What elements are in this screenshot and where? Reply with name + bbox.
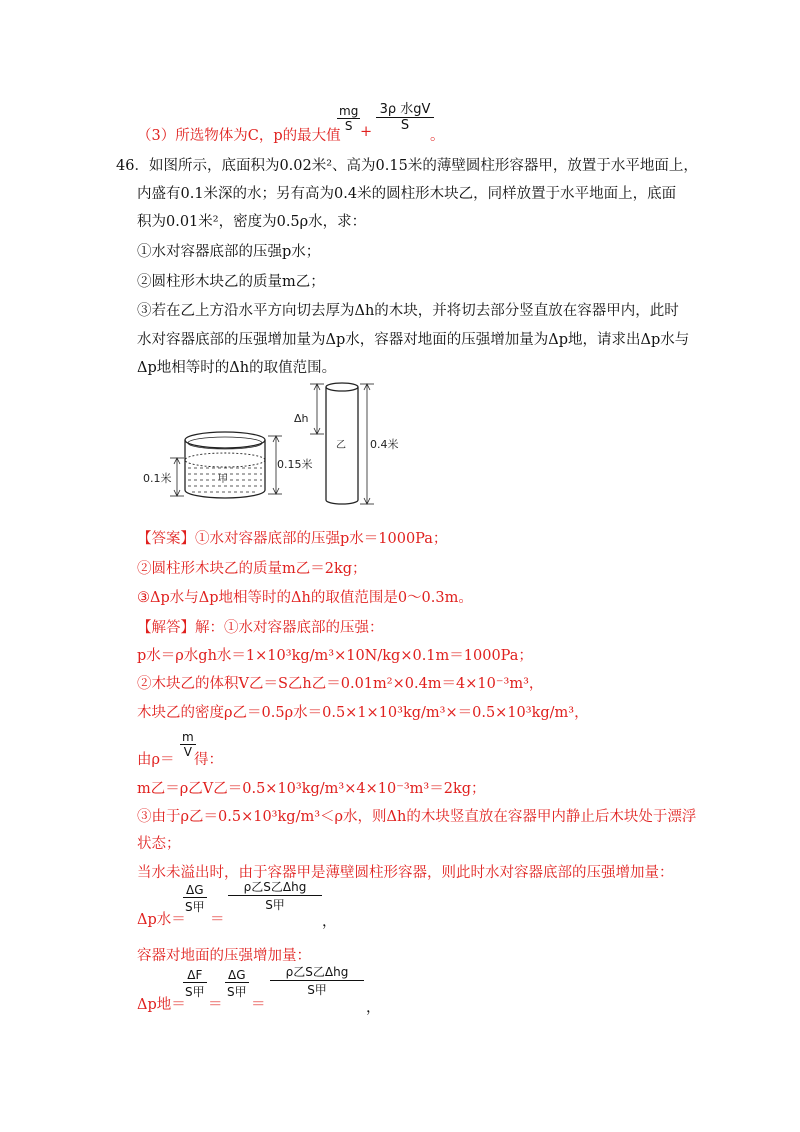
eq1-equals: ＝ xyxy=(210,912,225,928)
question-item-1: ①水对容器底部的压强p水； xyxy=(137,244,321,260)
fraction-numerator: mg xyxy=(339,104,359,118)
fraction-numerator: m xyxy=(182,730,194,744)
physics-figure xyxy=(140,380,420,510)
fraction-denominator: V xyxy=(180,744,196,759)
solution-7a: ③由于ρ乙＝0.5×10³kg/m³＜ρ水，则Δh的木块竖直放在容器甲内静止后木块处于漂浮 xyxy=(137,809,697,825)
fraction-denominator: S xyxy=(337,118,360,133)
fraction-numerator: ΔF xyxy=(187,968,203,982)
label-015: 0.15米 xyxy=(277,458,313,471)
label-jia: 甲 xyxy=(218,474,228,485)
fraction-denominator: S甲 xyxy=(183,982,207,1000)
fraction-numerator: 3ρ 水gV xyxy=(379,102,431,117)
question-item-3c: Δp地相等时的Δh的取值范围。 xyxy=(137,360,337,376)
label-04: 0.4米 xyxy=(370,438,399,451)
eq2-equals-1: ＝ xyxy=(208,997,223,1013)
eq1-fraction-1 xyxy=(183,883,207,915)
period: 。 xyxy=(430,128,445,144)
label-dh: Δh xyxy=(294,412,309,425)
fraction-denominator: S甲 xyxy=(270,980,364,998)
question-line-2: 内盛有0.1米深的水；另有高为0.4米的圆柱形木块乙，同样放置于水平地面上，底面 xyxy=(137,186,677,202)
fraction-mg-over-s xyxy=(337,104,360,133)
fraction-denominator: S甲 xyxy=(228,895,322,913)
label-01: 0.1米 xyxy=(143,472,172,485)
eq1-end: ， xyxy=(322,914,337,930)
question-item-2: ②圆柱形木块乙的质量m乙； xyxy=(137,274,325,290)
fraction-denominator: S甲 xyxy=(225,982,249,1000)
solution-8: 当水未溢出时，由于容器甲是薄壁圆柱形容器，则此时水对容器底部的压强增加量： xyxy=(137,865,674,881)
eq2-fraction-1 xyxy=(183,968,207,1000)
solution-1: 【解答】解：①水对容器底部的压强： xyxy=(137,620,384,636)
container-jia xyxy=(170,432,282,498)
solution-5-suffix: 得： xyxy=(194,752,223,768)
solution-4: 木块乙的密度ρ乙＝0.5ρ水＝0.5×1×10³kg/m³×＝0.5×10³kg/m³， xyxy=(137,705,589,721)
question-item-3a: ③若在乙上方沿水平方向切去厚为Δh的木块，并将切去部分竖直放在容器甲内，此时 xyxy=(137,303,679,319)
solution-3: ②木块乙的体积V乙＝S乙h乙＝0.01m²×0.4m＝4×10⁻³m³， xyxy=(137,676,544,692)
plus-sign: + xyxy=(360,124,373,140)
solution-6: m乙＝ρ乙V乙＝0.5×10³kg/m³×4×10⁻³m³＝2kg； xyxy=(137,781,486,797)
eq2-equals-2: ＝ xyxy=(251,997,266,1013)
solution-9: 容器对地面的压强增加量： xyxy=(137,948,311,964)
solution-2: p水＝ρ水gh水＝1×10³kg/m³×10N/kg×0.1m＝1000Pa； xyxy=(137,648,533,664)
eq1-fraction-2 xyxy=(228,878,322,913)
label-yi: 乙 xyxy=(336,440,346,451)
fraction-denominator: S xyxy=(376,117,434,133)
answer-2: ②圆柱形木块乙的质量m乙＝2kg； xyxy=(137,561,367,577)
solution-7b: 状态； xyxy=(137,836,181,852)
answer-3: ③Δp水与Δp地相等时的Δh的取值范围是0～0.3m。 xyxy=(137,590,473,606)
eq2-end: ， xyxy=(366,1000,381,1016)
eq2-fraction-3 xyxy=(270,963,364,998)
fraction-numerator: ΔG xyxy=(228,968,246,982)
eq1-lhs: Δp水＝ xyxy=(137,912,186,928)
fraction-denominator: S甲 xyxy=(183,897,207,915)
fraction-numerator: ρ乙S乙Δhg xyxy=(243,880,307,894)
fraction-3rhogv-over-s xyxy=(376,98,434,133)
solution-5-prefix: 由ρ＝ xyxy=(137,752,175,768)
question-line-3: 积为0.01米²，密度为0.5ρ水，求： xyxy=(137,214,367,230)
fraction-numerator: ρ乙S乙Δhg xyxy=(285,965,349,979)
question-item-3b: 水对容器底部的压强增加量为Δp水，容器对地面的压强增加量为Δp地，请求出Δp水与 xyxy=(137,332,690,348)
fraction-numerator: ΔG xyxy=(186,883,204,897)
question-line-1: 46．如图所示，底面积为0.02米²、高为0.15米的薄壁圆柱形容器甲，放置于水平地面上， xyxy=(116,158,698,174)
eq2-lhs: Δp地＝ xyxy=(137,997,186,1013)
eq2-fraction-2 xyxy=(225,968,249,1000)
answer-1: 【答案】①水对容器底部的压强p水＝1000Pa； xyxy=(137,531,448,547)
prev-answer-text: （3）所选物体为C，p的最大值 xyxy=(137,128,341,144)
